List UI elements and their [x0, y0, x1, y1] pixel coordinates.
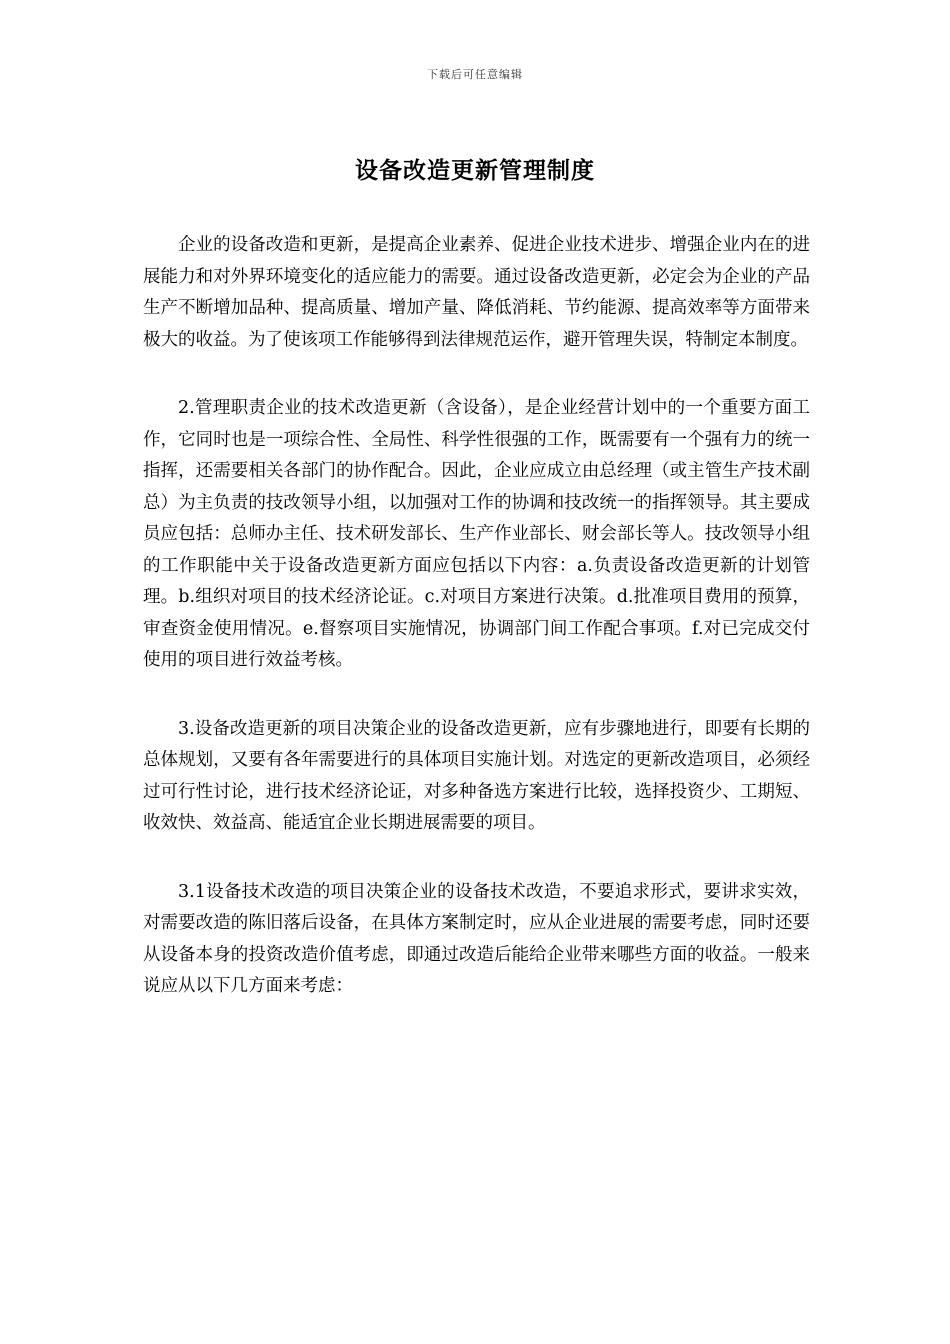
paragraph-section-3: 3.设备改造更新的项目决策企业的设备改造更新，应有步骤地进行，即要有长期的总体规划，又要有各年需要进行的具体项目实施计划。对选定的更新改造项目，必须经过可行性讨论，进行技术经济论证，对多种备选方案进行比较，选择投资少、工期短、收效快、效益高、能适宜企业长期进展需要的项目。: [143, 718, 810, 833]
document-title: 设备改造更新管理制度: [355, 157, 595, 184]
document-body: [143, 230, 810, 1040]
paragraph-intro: 企业的设备改造和更新，是提高企业素养、促进企业技术进步、增强企业内在的进展能力和对外界环境变化的适应能力的需要。通过设备改造更新，必定会为企业的产品生产不断增加品种、提高质量、增加产量、降低消耗、节约能源、提高效率等方面带来极大的收益。为了使该项工作能够得到法律规范运作，避开管理失误，特制定本制度。: [143, 235, 810, 350]
paragraph-section-2: 2.管理职责企业的技术改造更新（含设备），是企业经营计划中的一个重要方面工作，它同时也是一项综合性、全局性、科学性很强的工作，既需要有一个强有力的统一指挥，还需要相关各部门的协作配合。因此，企业应成立由总经理（或主管生产技术副总）为主负责的技改领导小组，以加强对工作的协调和技改统一的指挥领导。其主要成员应包括：总师办主任、技术研发部长、生产作业部长、财会部长等人。技改领导小组的工作职能中关于设备改造更新方面应包括以下内容：a.负责设备改造更新的计划管理。b.组织对项目的技术经济论证。c.对项目方案进行决策。d.批准项目费用的预算，审查资金使用情况。e.督察项目实施情况，协调部门间工作配合事项。f.对已完成交付使用的项目进行效益考核。: [143, 398, 810, 670]
paragraph-section-3-1: 3.1设备技术改造的项目决策企业的设备技术改造，不要追求形式，要讲求实效，对需要改造的陈旧落后设备，在具体方案制定时，应从企业进展的需要考虑，同时还要从设备本身的投资改造价值考虑，即通过改造后能给企业带来哪些方面的收益。一般来说应从以下几方面来考虑：: [143, 881, 810, 996]
header-note: 下载后可任意编辑: [427, 68, 523, 81]
